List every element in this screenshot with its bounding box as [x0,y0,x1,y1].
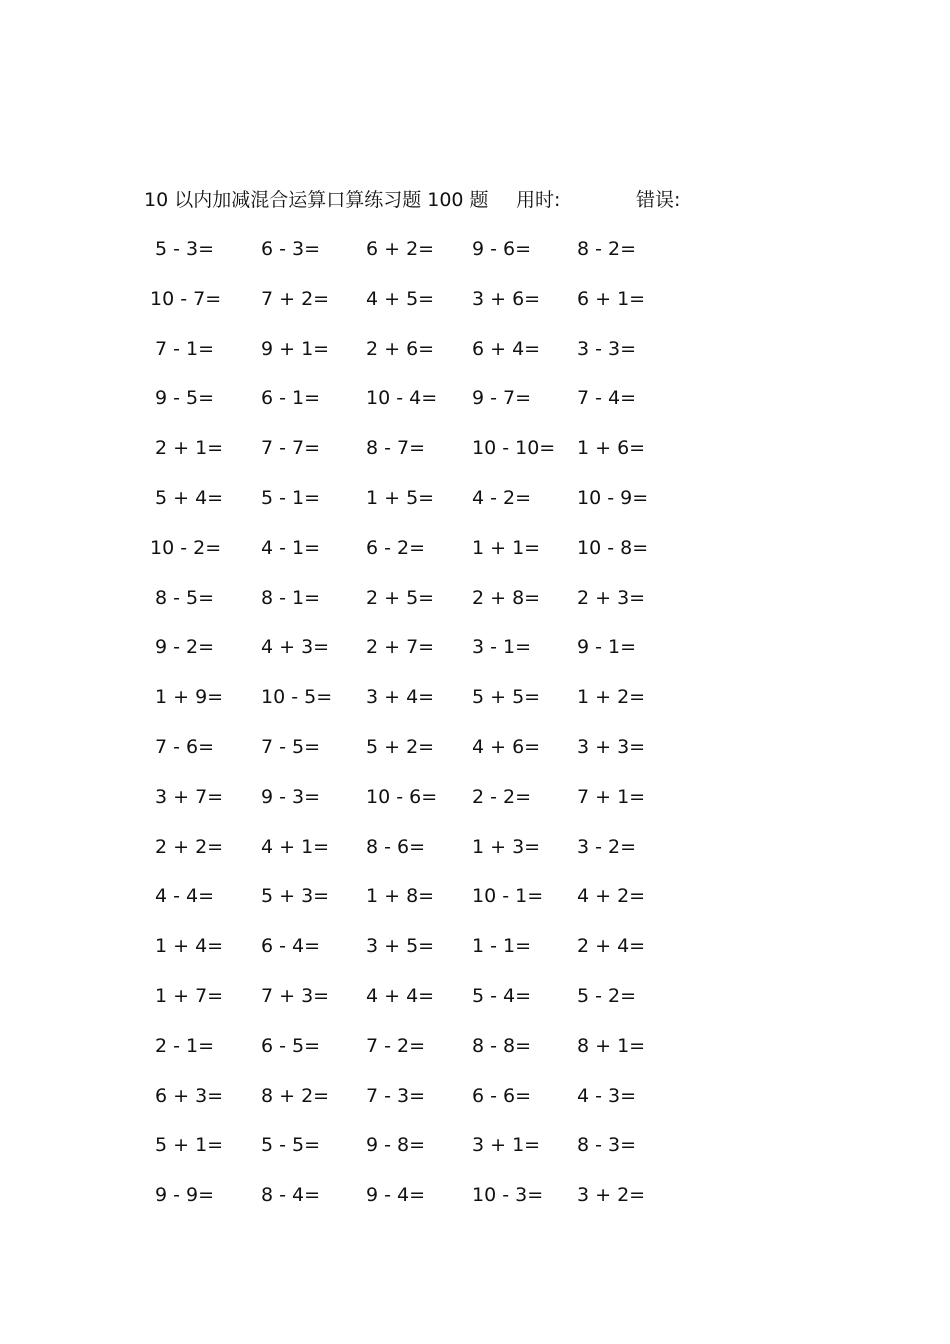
problem-r14-c3: 1 + 8= [366,885,435,907]
problem-r19-c5: 8 - 3= [577,1134,637,1156]
problem-r8-c5: 2 + 3= [577,587,646,609]
problem-r1-c1: 5 - 3= [155,238,215,260]
problem-r7-c1: 10 - 2= [150,537,222,559]
problem-r7-c5: 10 - 8= [577,537,649,559]
problem-r1-c4: 9 - 6= [472,238,532,260]
problem-r19-c3: 9 - 8= [366,1134,426,1156]
problem-r9-c1: 9 - 2= [155,636,215,658]
problem-r2-c4: 3 + 6= [472,288,541,310]
problem-r15-c4: 1 - 1= [472,935,532,957]
problem-r1-c3: 6 + 2= [366,238,435,260]
problem-r9-c3: 2 + 7= [366,636,435,658]
problem-r11-c4: 4 + 6= [472,736,541,758]
problem-r20-c1: 9 - 9= [155,1184,215,1206]
problem-r18-c1: 6 + 3= [155,1085,224,1107]
problem-r1-c2: 6 - 3= [261,238,321,260]
problem-r20-c3: 9 - 4= [366,1184,426,1206]
problem-r3-c4: 6 + 4= [472,338,541,360]
problem-r16-c4: 5 - 4= [472,985,532,1007]
problem-r4-c5: 7 - 4= [577,387,637,409]
problem-r5-c4: 10 - 10= [472,437,556,459]
problem-r11-c1: 7 - 6= [155,736,215,758]
problem-r12-c4: 2 - 2= [472,786,532,808]
problem-r2-c1: 10 - 7= [150,288,222,310]
problem-r20-c5: 3 + 2= [577,1184,646,1206]
problem-r7-c2: 4 - 1= [261,537,321,559]
problem-r11-c2: 7 - 5= [261,736,321,758]
problem-r13-c1: 2 + 2= [155,836,224,858]
problem-r3-c2: 9 + 1= [261,338,330,360]
problem-r7-c4: 1 + 1= [472,537,541,559]
problem-r8-c1: 8 - 5= [155,587,215,609]
problem-r8-c3: 2 + 5= [366,587,435,609]
problem-r2-c2: 7 + 2= [261,288,330,310]
problem-r18-c2: 8 + 2= [261,1085,330,1107]
problem-r17-c3: 7 - 2= [366,1035,426,1057]
problem-r20-c4: 10 - 3= [472,1184,544,1206]
problem-r14-c5: 4 + 2= [577,885,646,907]
time-used-label: 用时: [516,189,561,211]
problem-r17-c1: 2 - 1= [155,1035,215,1057]
problem-r16-c2: 7 + 3= [261,985,330,1007]
problem-r10-c1: 1 + 9= [155,686,224,708]
problem-r20-c2: 8 - 4= [261,1184,321,1206]
problem-r5-c5: 1 + 6= [577,437,646,459]
problem-r16-c3: 4 + 4= [366,985,435,1007]
problem-r18-c4: 6 - 6= [472,1085,532,1107]
problem-r19-c2: 5 - 5= [261,1134,321,1156]
problem-r4-c3: 10 - 4= [366,387,438,409]
problem-r15-c1: 1 + 4= [155,935,224,957]
errors-label: 错误: [636,189,681,211]
problem-r14-c1: 4 - 4= [155,885,215,907]
problem-r8-c4: 2 + 8= [472,587,541,609]
problem-r18-c3: 7 - 3= [366,1085,426,1107]
problem-r17-c2: 6 - 5= [261,1035,321,1057]
problem-r4-c4: 9 - 7= [472,387,532,409]
problem-r5-c1: 2 + 1= [155,437,224,459]
problem-r4-c1: 9 - 5= [155,387,215,409]
problem-r2-c5: 6 + 1= [577,288,646,310]
problem-r6-c2: 5 - 1= [261,487,321,509]
problem-r2-c3: 4 + 5= [366,288,435,310]
problem-r3-c1: 7 - 1= [155,338,215,360]
problem-r16-c1: 1 + 7= [155,985,224,1007]
problem-r13-c3: 8 - 6= [366,836,426,858]
problem-r15-c5: 2 + 4= [577,935,646,957]
problem-r8-c2: 8 - 1= [261,587,321,609]
problem-r3-c3: 2 + 6= [366,338,435,360]
problem-r4-c2: 6 - 1= [261,387,321,409]
problem-r10-c5: 1 + 2= [577,686,646,708]
problem-r12-c1: 3 + 7= [155,786,224,808]
worksheet-title: 10 以内加减混合运算口算练习题 100 题 [144,189,489,211]
problem-r9-c4: 3 - 1= [472,636,532,658]
problem-r10-c4: 5 + 5= [472,686,541,708]
problem-r6-c4: 4 - 2= [472,487,532,509]
problem-r9-c5: 9 - 1= [577,636,637,658]
problem-r5-c3: 8 - 7= [366,437,426,459]
problem-r11-c3: 5 + 2= [366,736,435,758]
problem-r7-c3: 6 - 2= [366,537,426,559]
problem-r15-c2: 6 - 4= [261,935,321,957]
problem-r17-c4: 8 - 8= [472,1035,532,1057]
problem-r5-c2: 7 - 7= [261,437,321,459]
problem-r10-c2: 10 - 5= [261,686,333,708]
problem-r14-c4: 10 - 1= [472,885,544,907]
problem-r13-c2: 4 + 1= [261,836,330,858]
problem-r16-c5: 5 - 2= [577,985,637,1007]
problem-r15-c3: 3 + 5= [366,935,435,957]
problem-r12-c2: 9 - 3= [261,786,321,808]
problem-r12-c5: 7 + 1= [577,786,646,808]
problem-r19-c4: 3 + 1= [472,1134,541,1156]
problem-r3-c5: 3 - 3= [577,338,637,360]
problem-r11-c5: 3 + 3= [577,736,646,758]
problem-r17-c5: 8 + 1= [577,1035,646,1057]
problem-r9-c2: 4 + 3= [261,636,330,658]
problem-r6-c1: 5 + 4= [155,487,224,509]
problem-r13-c5: 3 - 2= [577,836,637,858]
problem-r13-c4: 1 + 3= [472,836,541,858]
problem-r10-c3: 3 + 4= [366,686,435,708]
problem-r12-c3: 10 - 6= [366,786,438,808]
problem-r18-c5: 4 - 3= [577,1085,637,1107]
problem-r19-c1: 5 + 1= [155,1134,224,1156]
problem-r1-c5: 8 - 2= [577,238,637,260]
problem-r14-c2: 5 + 3= [261,885,330,907]
problem-r6-c5: 10 - 9= [577,487,649,509]
problem-r6-c3: 1 + 5= [366,487,435,509]
